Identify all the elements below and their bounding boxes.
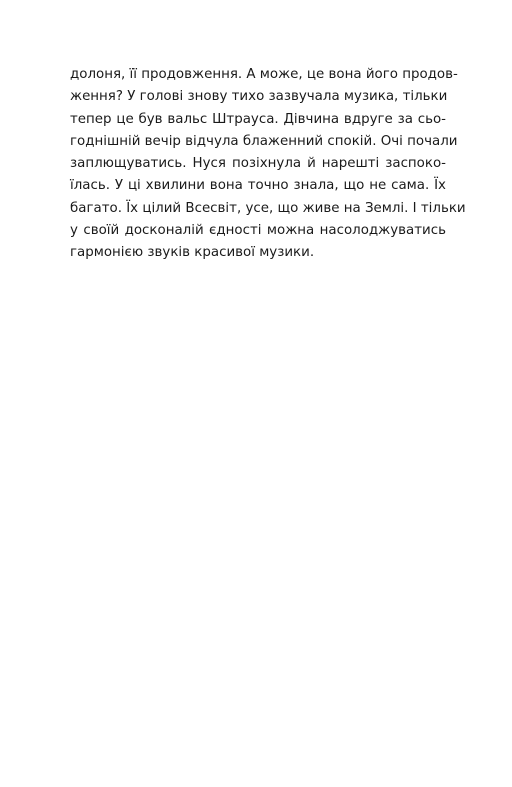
text-line: долоня, її продовження. А може, це вона його продов- [70, 67, 458, 82]
text-line: ження? У голові знову тихо зазвучала музика, тільки [70, 89, 448, 105]
body-paragraph [70, 64, 466, 265]
text-line: їлась. У ці хвилини вона точно знала, що не сама. Їх [70, 178, 446, 194]
text-line: годнішній вечір відчула блаженний спокій. Очі почали [70, 133, 458, 149]
text-line: заплющуватись. Нуся позіхнула й нарешті заспоко- [70, 156, 446, 172]
text-line: у своїй досконалій єдності можна насолоджуватись [70, 223, 446, 239]
text-line-last: гармонією звуків красивої музики. [70, 245, 315, 261]
text-line: тепер це був вальс Штрауса. Дівчина вдруге за сьо- [70, 111, 446, 127]
text-line: багато. Їх цілий Всесвіт, усе, що живе на Землі. І тільки [70, 200, 466, 216]
